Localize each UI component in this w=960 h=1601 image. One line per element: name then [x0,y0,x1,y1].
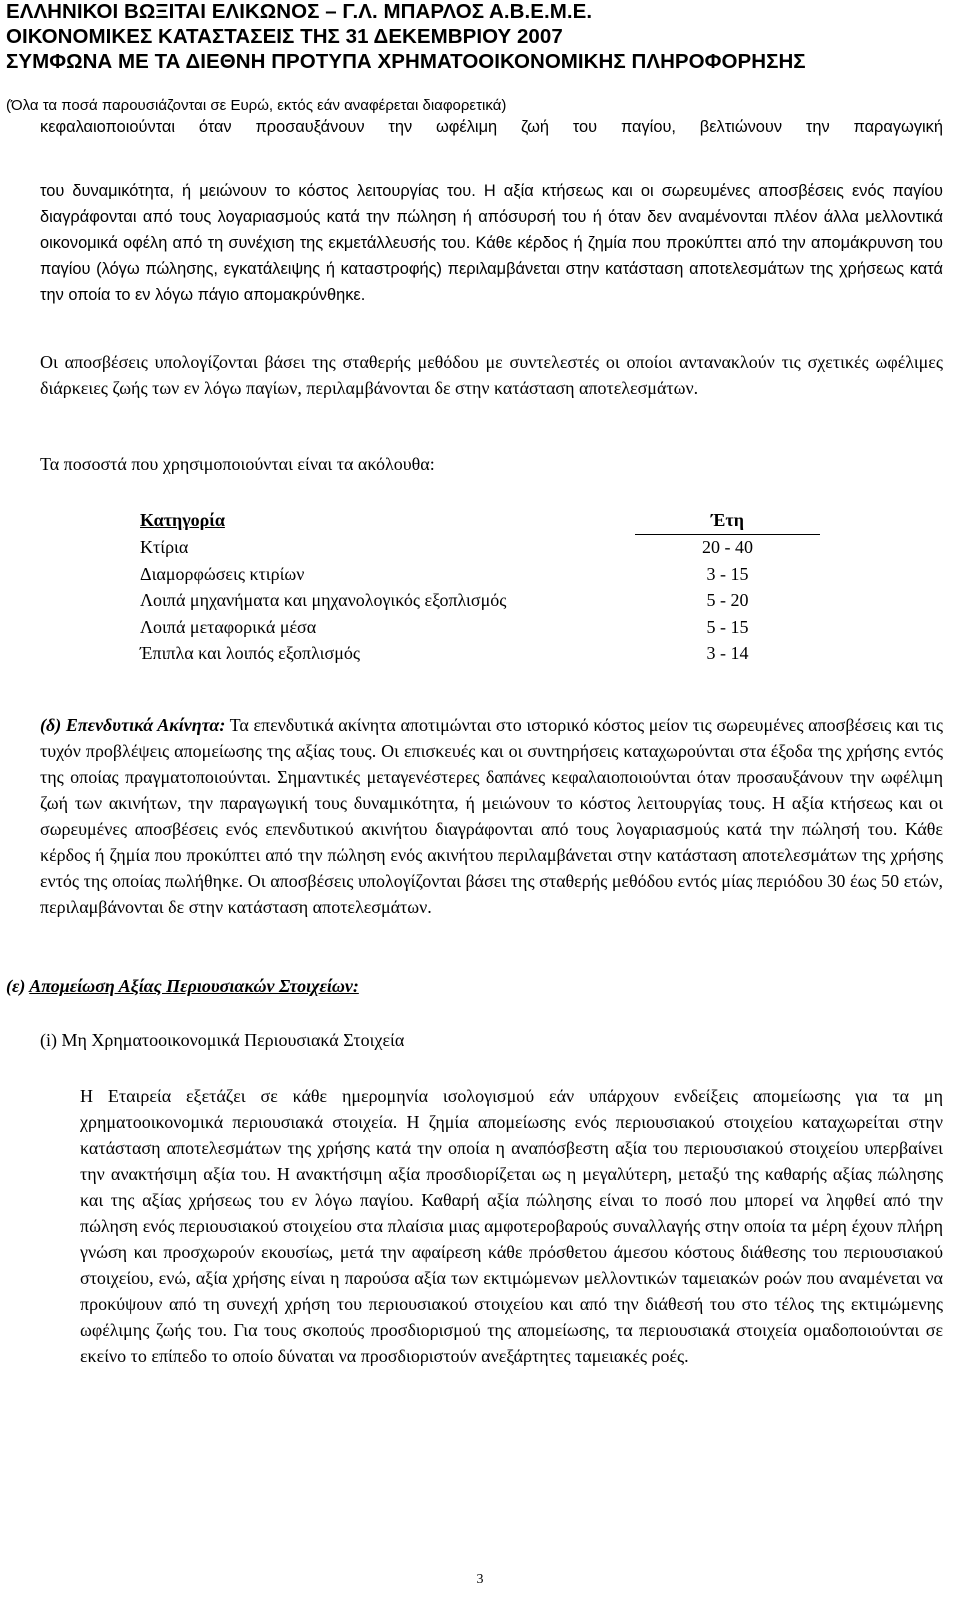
table-cell-years: 20 - 40 [702,537,753,558]
table-cell-years: 3 - 15 [706,563,749,584]
table-cell-category: Διαμορφώσεις κτιρίων [140,563,305,584]
table-cell-years: 5 - 15 [706,616,749,637]
depreciation-paragraph: Οι αποσβέσεις υπολογίζονται βάσει της σταθερής μεθόδου με συντελεστές οι οποίοι αντανακλούν τις σχετικές ωφέλιμες διάρκειες ζωής των εν λόγω παγίων, περιλαμβάνονται δε στην κατάσταση αποτελεσμάτων. [40,352,943,398]
table-header-row [140,507,820,534]
section-e-title: Απομείωση Αξίας Περιουσιακών Στοιχείων: [29,976,359,996]
rates-intro: Τα ποσοστά που χρησιμοποιούνται είναι τα ακόλουθα: [40,454,435,474]
table-row [140,641,820,668]
section-e-prefix: (ε) [6,976,30,996]
table-cell-category: Λοιπά μηχανήματα και μηχανολογικός εξοπλισμός [140,590,507,611]
statements-title: ΟΙΚΟΝΟΜΙΚΕΣ ΚΑΤΑΣΤΑΣΕΙΣ ΤΗΣ 31 ΔΕΚΕΜΒΡΙΟΥ 2007 [6,25,563,48]
page-number: 3 [476,1572,484,1587]
standards-title: ΣΥΜΦΩΝΑ ΜΕ ΤΑ ΔΙΕΘΝΗ ΠΡΟΤΥΠΑ ΧΡΗΜΑΤΟΟΙΚΟΝΟΜΙΚΗΣ ΠΛΗΡΟΦΟΡΗΣΗΣ [6,50,806,73]
currency-note: (Όλα τα ποσά παρουσιάζονται σε Ευρώ, εκτός εάν αναφέρεται διαφορετικά) [6,97,507,114]
column-header-years: Έτη [635,507,820,534]
table-cell-category: Κτίρια [140,537,189,557]
continuation-line: κεφαλαιοποιούνται όταν προσαυξάνουν την ωφέλιμη ζωή του παγίου, βελτιώνουν την παραγωγική [40,118,943,136]
table-cell-years: 5 - 20 [706,590,749,611]
section-d-label: (δ) Επενδυτικά Ακίνητα: [40,715,226,735]
table-cell-years: 3 - 14 [706,643,749,664]
table-row [140,614,820,641]
company-title: ΕΛΛΗΝΙΚΟΙ ΒΩΞΙΤΑΙ ΕΛΙΚΩΝΟΣ – Γ.Λ. ΜΠΑΡΛΟΣ Α.Β.Ε.Μ.Ε. [6,0,593,23]
table-cell-category: Έπιπλα και λοιπός εξοπλισμός [140,643,360,664]
table-row [140,588,820,615]
depreciation-rates-table [140,507,820,667]
impairment-paragraph: Η Εταιρεία εξετάζει σε κάθε ημερομηνία ισολογισμού εάν υπάρχουν ενδείξεις απομείωσης για τα μη χρηματοοικονομικά περιουσιακά στοιχεία. Η ζημία απομείωσης ενός περιουσιακού στοιχείου καταχωρείται στην κατάσταση αποτελεσμάτων της χρήσης κατά την οποία η αναπόσβεστη αξία του περιουσιακού στοιχείου υπερβαίνει την ανακτήσιμη αξία του. Η ανακτήσιμη αξία προσδιορίζεται ως η μεγαλύτερη, μεταξύ της καθαρής αξίας πώλησης και της αξίας χρήσεως του εν λόγω παγίου. Καθαρή αξία πώλησης είναι το ποσό που μπορεί να ληφθεί από την πώληση ενός περιουσιακού στοιχείου στα πλαίσια μιας αμφοτεροβαρούς συναλλαγής στην οποία τα μέρη έχουν πλήρη γνώση και προσχωρούν εκουσίως, μετά την αφαίρεση κάθε πρόσθετου άμεσου κόστους διάθεσης του περιουσιακού στοιχείου, ενώ, αξία χρήσης είναι η παρούσα αξία των εκτιμώμενων μελλοντικών ταμειακών ροών που αναμένεται να προκύψουν από τη συνεχή χρήση του περιουσιακού στοιχείου και από την διάθεσή του στο τέλος της εκτιμώμενης ωφέλιμης ζωής του. Για τους σκοπούς προσδιορισμού της απομείωσης, τα περιουσιακά στοιχεία ομαδοποιούνται σε εκείνο το επίπεδο το οποίο δύναται να προσδιοριστούν ανεξάρτητες ταμειακές ροές. [80,1086,943,1366]
section-d-text: Τα επενδυτικά ακίνητα αποτιμώνται στο ιστορικό κόστος μείον τις σωρευμένες αποσβέσεις και τις τυχόν προβλέψεις απομείωσης της αξίας τους. Οι επισκευές και οι συντηρήσεις καταχωρούνται στα έξοδα της χρήσης εντός της οποίας πραγματοποιούνται. Σημαντικές μεταγενέστερες δαπάνες κεφαλαιοποιούνται όταν προσαυξάνουν την ωφέλιμη ζωή των ακινήτων, την παραγωγική τους δυναμικότητα, ή μειώνουν το κόστος λειτουργίας τους. Η αξία κτήσεως και οι σωρευμένες αποσβέσεις ενός επενδυτικού ακινήτου διαγράφονται από τους λογαριασμούς κατά την πώλησή του. Κάθε κέρδος ή ζημία που προκύπτει από την πώληση ενός ακινήτου περιλαμβάνεται στην κατάσταση αποτελεσμάτων της χρήσης εντός της οποίας πωλήθηκε. Οι αποσβέσεις υπολογίζονται βάσει της σταθερής μεθόδου εντός μίας περιόδου 30 έως 50 ετών, περιλαμβάνονται δε στην κατάσταση αποτελεσμάτων. [40,715,943,917]
disposal-paragraph: του δυναμικότητα, ή μειώνουν το κόστος λειτουργίας του. Η αξία κτήσεως και οι σωρευμένες αποσβέσεις ενός παγίου διαγράφονται από τους λογαριασμούς κατά την πώληση ή απόσυρσή του ή όταν δεν αναμένονται πλέον άλλα μελλοντικά οικονομικά οφέλη από τη συνέχιση της εκμετάλλευσής του. Κάθε κέρδος ή ζημία που προκύπτει από την απομάκρυνση του παγίου (λόγω πώλησης, εγκατάλειψης ή καταστροφής) περιλαμβάνεται στην κατάσταση αποτελεσμάτων της χρήσεως κατά την οποία το εν λόγω πάγιο απομακρύνθηκε. [40,182,943,304]
table-cell-category: Λοιπά μεταφορικά μέσα [140,616,317,637]
section-e-heading [6,976,359,997]
subsection-i-title: (i) Μη Χρηματοοικονομικά Περιουσιακά Στοιχεία [40,1030,405,1050]
table-row [140,534,820,561]
investment-property-paragraph [40,712,943,920]
column-header-category: Κατηγορία [140,510,225,530]
table-row [140,561,820,588]
